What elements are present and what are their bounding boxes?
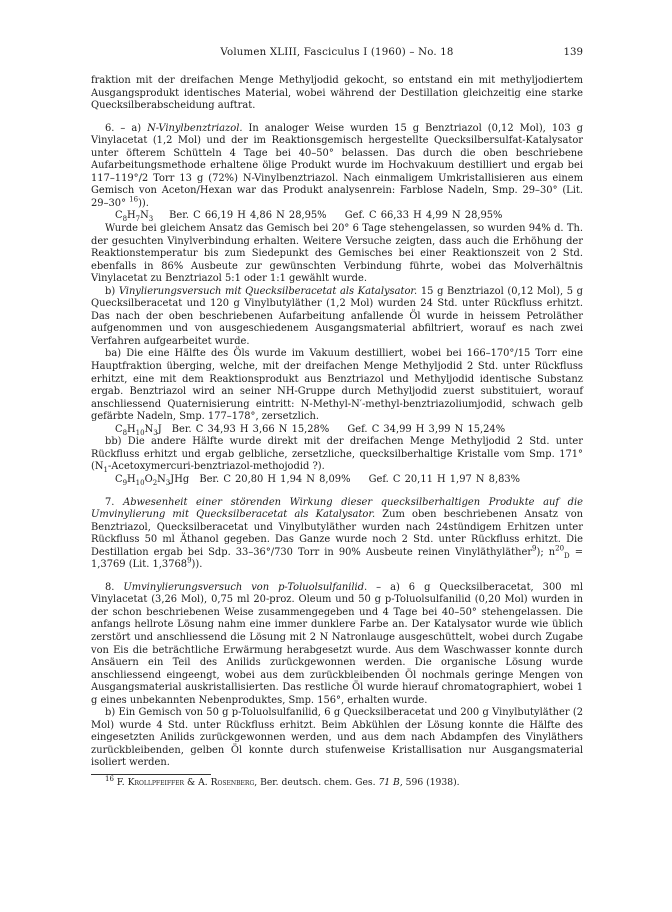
- section-8b: b) Ein Gemisch von 50 g p-Toluolsulfanilid, 6 g Quecksilberacetat und 200 g Vinylbutyläther (2 Mol) wurde 4 Std. unter Rückfluss erhitzt. Beim Abkühlen der Lösung konnte die Hälfte des eingesetzten Anilids zurückgewonnen werden, und aus dem nach Abdampfen des Vinyläthers zurückbleibenden, gelben Öl konnte durch stufenweise Kristallisation nur Ausgangsmaterial isoliert werden.: [91, 707, 583, 769]
- section-6a: [91, 123, 583, 211]
- page-body: [91, 75, 583, 790]
- running-header: [91, 47, 583, 61]
- footnote-marker: 16: [105, 774, 114, 783]
- footnote-volume: 71 B: [378, 776, 400, 788]
- section-6a-title: N-Vinylbenztriazol.: [147, 122, 243, 134]
- section-7-title: Abwesenheit einer störenden Wirkung dieser quecksilberhaltigen Produkte auf die Umvinylierung mit Quecksilberacetat als Katalysator.: [91, 496, 584, 521]
- calculated-values: Ber. C 34,93 H 3,66 N 15,28%: [171, 423, 330, 435]
- calculated-values: Ber. C 66,19 H 4,86 N 28,95%: [169, 210, 327, 222]
- section-6a-end: )).: [138, 197, 149, 209]
- reference-marker: 9: [187, 556, 192, 565]
- section-8-title: Umvinylierungsversuch von p-Toluolsulfanilid.: [123, 581, 368, 593]
- section-6b: b) Vinylierungsversuch mit Quecksilberacetat als Katalysator. 15 g Benztriazol (0,12 Mol), 5 g Quecksilberacetat und 120 g Vinylbutyläther (1,2 Mol) wurden 24 Std. unter Rückfluss erhitzt. Das nach der oben beschriebenen Aufarbeitung anfallende Öl wurde in heissem Petroläther aufgenommen und von ausgeschiedenem Ausgangsmaterial abfiltriert, worauf es nach zwei Verfahren aufgearbeitet wurde.: [91, 285, 583, 347]
- section-6ba: ba) Die eine Hälfte des Öls wurde im Vakuum destilliert, wobei bei 166–170°/15 Torr eine Hauptfraktion überging, welche, mit der dreifachen Menge Methyljodid 2 Std. unter Rückfluss erhitzt, eine mit dem Reaktionsprodukt aus Benztriazol und Methyljodid identische Substanz ergab. Benztriazol wird an seiner NH-Gruppe durch Methyljodid zuerst substituiert, worauf anschliessend Quaternisierung eintritt: N-Methyl-N′-methyl-benztriazoliumjodid, schwach gelb gefärbte Nadeln, Smp. 177–178°, zersetzlich.: [91, 348, 583, 423]
- section-6a-lead: 6. – a): [105, 122, 148, 134]
- reference-marker: 9: [532, 544, 537, 553]
- section-6a-text: In analoger Weise wurden 15 g Benztriazol (0,12 Mol), 103 g Vinylacetat (1,2 Mol) und der im Reaktionsgemisch hergestellte Quecksilbersulfat-Katalysator unter öfterem Schütteln 4 Tage bei 40–50° belassen. Das durch die oben beschriebene Aufarbeitungsmethode erhaltene ölige Produkt wurde im Hochvakuum destilliert und ergab bei 117–119°/2 Torr 13 g (72%) N-Vinylbenztriazol. Nach einmaligem Umkristallisieren aus einem Gemisch von Aceton/Hexan war das Produkt analysenrein: Farblose Nadeln, Smp. 29–30° (Lit. 29–30°: [91, 122, 583, 209]
- analysis-line-3: [91, 474, 583, 487]
- reference-marker: 16: [129, 195, 139, 204]
- section-6a-addendum: Wurde bei gleichem Ansatz das Gemisch bei 20° 6 Tage stehengelassen, so wurden 94% d. Th. der gesuchten Vinylverbindung erhalten. Weitere Versuche zeigten, dass auch die Erhöhung der Reaktionstemperatur bis zum Siedepunkt des Gemisches bei einer Reaktionszeit von 2 Std. ebenfalls in 86% Ausbeute zur gewünschten Verbindung führte, wobei das Molverhältnis Vinylacetat zu Benztriazol 5:1 oder 1:1 gewählt wurde.: [91, 223, 583, 285]
- section-7: 7. Abwesenheit einer störenden Wirkung dieser quecksilberhaltigen Produkte auf die Umvinylierung mit Quecksilberacetat als Katalysator. Zum oben beschriebenen Ansatz von Benztriazol, Quecksilberacetat und Vinylbutyläther wurden nach 24stündigem Erhitzen unter Rückfluss 50 ml Äthanol gegeben. Das Ganze wurde noch 2 Std. unter Rückfluss erhitzt. Die Destillation ergab bei Sdp. 33–36°/730 Torr in 90% Ausbeute reinen Vinyläthyläther$^9$); $n^{20}_D = 1,3769$ (Lit. 1,3768$^9$)).: [91, 496, 584, 571]
- found-values: Gef. C 20,11 H 1,97 N 8,83%: [368, 473, 521, 485]
- molecular-formula: $C_9H_{10}O_2N_3JHg$: [115, 473, 190, 487]
- found-values: Gef. C 66,33 H 4,99 N 28,95%: [344, 210, 503, 222]
- section-8a: 8. Umvinylierungsversuch von p-Toluolsulfanilid. – a) 6 g Quecksilberacetat, 300 ml Vinylacetat (3,26 Mol), 0,75 ml 20-proz. Oleum und 50 g p-Toluolsulfanilid (0,20 Mol) wurden in der schon beschriebenen Weise zusammengegeben und 4 Tage bei 40–50° stehengelassen. Die anfangs hellrote Lösung nahm eine immer dunklere Farbe an. Der Katalysator wurde wie üblich zerstört und anschliessend die Lösung mit 2 N Natronlauge ausgeschüttelt, wobei durch Zugabe von Eis die beträchtliche Erwärmung herabgesetzt wurde. Aus dem Waschwasser konnte durch Ansäuern ein Teil des Anilids zurückgewonnen werden. Die organische Lösung wurde anschliessend eingeengt, wobei aus dem zurückbleibenden Öl nochmals geringe Mengen von Ausgangsmaterial auskristallisierten. Das restliche Öl wurde hierauf chromatographiert, wobei 1 g eines unbekannten Nebenproduktes, Smp. 156°, erhalten wurde.: [91, 581, 584, 706]
- calculated-values: Ber. C 20,80 H 1,94 N 8,09%: [199, 473, 351, 485]
- found-values: Gef. C 34,99 H 3,99 N 15,24%: [347, 423, 506, 435]
- molecular-formula: $C_8H_{10}N_3J$: [115, 423, 162, 437]
- molecular-formula: $C_8H_7N_3$: [115, 210, 154, 224]
- paragraph-continuation: fraktion mit der dreifachen Menge Methyljodid gekocht, so entstand ein mit methyljodiertem Ausgangsprodukt identisches Material, wobei während der Destillation gleichzeitig eine starke Quecksilberabscheidung auftrat.: [91, 75, 583, 112]
- running-title: Volumen XLIII, Fasciculus I (1960) – No. 18: [220, 47, 454, 58]
- footnote-authors: F. Krollpfeiffer & A. Rosenberg: [116, 776, 255, 788]
- page-number: 139: [563, 47, 583, 58]
- footnote: $^{16}$ F. Krollpfeiffer & A. Rosenberg, Ber. deutsch. chem. Ges. 71 B, 596 (1938).: [105, 774, 460, 788]
- section-6bb: bb) Die andere Hälfte wurde direkt mit der dreifachen Menge Methyljodid 2 Std. unter Rückfluss erhitzt und ergab gelbliche, zersetzliche, quecksilberhaltige Kristalle vom Smp. 171° ($N_1-Acetoxymercuri-benztriazol$-methojodid ?).: [91, 436, 583, 475]
- section-6b-title: Vinylierungsversuch mit Quecksilberacetat als Katalysator.: [118, 285, 418, 297]
- analysis-line-1: [91, 210, 583, 223]
- analysis-line-2: [91, 424, 583, 437]
